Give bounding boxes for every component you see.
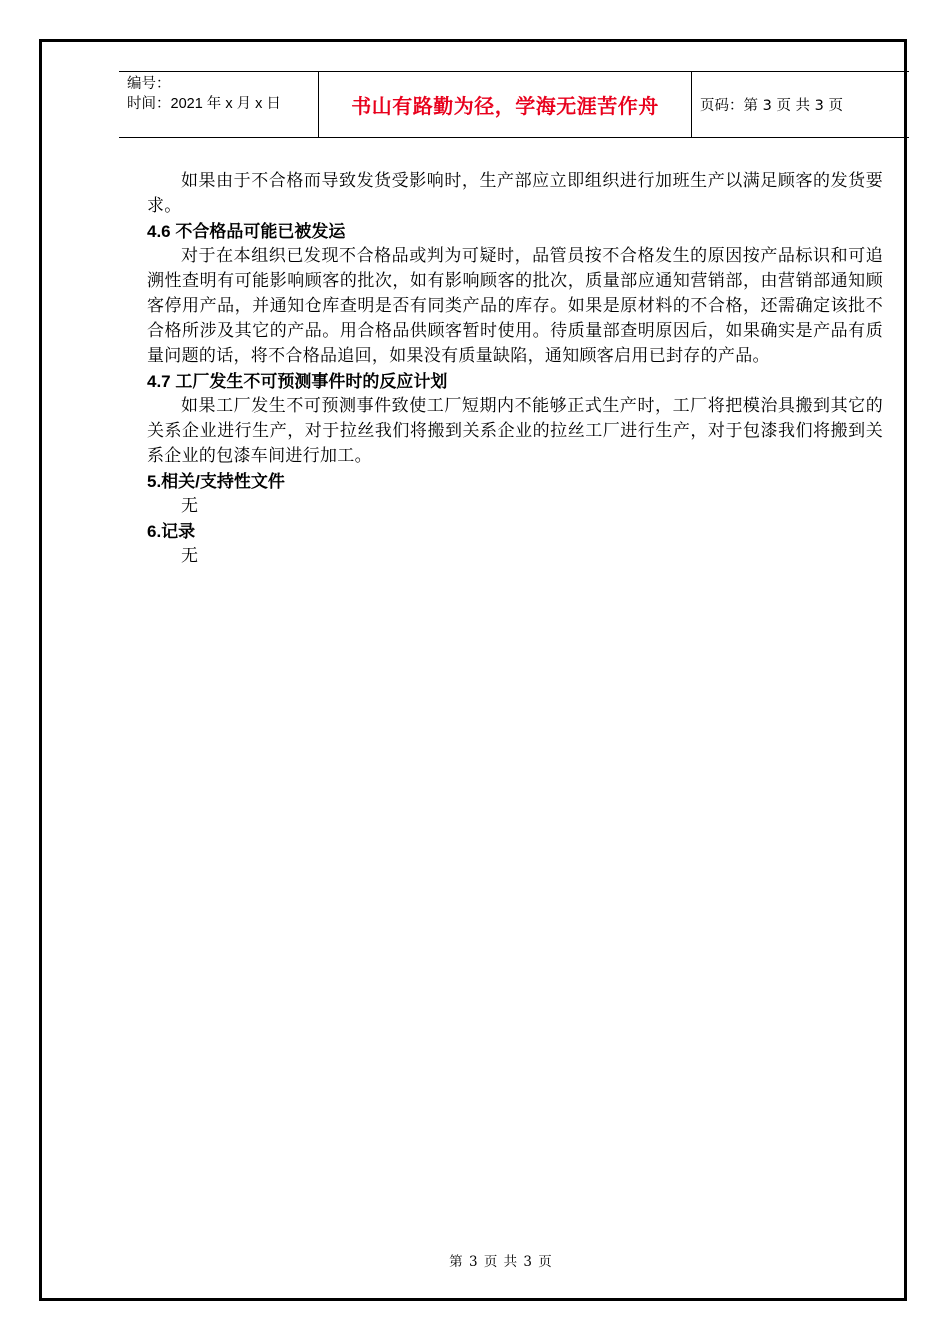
header-page-label: 页码：第 3 页 共 3 页 <box>700 98 843 114</box>
paragraph-4-6: 对于在本组织已发现不合格品或判为可疑时，品管员按不合格发生的原因按产品标识和可追溯性查明有可能影响顾客的批次，如有影响顾客的批次，质量部应通知营销部，由营销部通知顾客停用产品，并通知仓库查明是否有同类产品的库存。如果是原材料的不合格，还需确定该批不合格所涉及其它的产品。用合格品供顾客暂时使用。待质量部查明原因后，如果确实是产品有质量问题的话，将不合格品追回，如果没有质量缺陷，通知顾客启用已封存的产品。 <box>147 246 883 366</box>
header-motto: 书山有路勤为径，学海无涯苦作舟 <box>351 94 659 118</box>
paragraph-shipping: 如果由于不合格而导致发货受影响时，生产部应立即组织进行加班生产以满足顾客的发货要求。 <box>147 171 883 216</box>
section-heading-6: 6.记录 <box>147 522 196 541</box>
document-date-label: 时间：2021 年 x 月 x 日 <box>127 96 281 112</box>
header-table <box>119 71 909 138</box>
section-heading-4-6: 4.6 不合格品可能已被发运 <box>147 222 346 241</box>
paragraph-6: 无 <box>181 546 199 566</box>
page-frame <box>39 39 907 1301</box>
footer-page-number: 第 3 页 共 3 页 <box>449 1254 553 1270</box>
paragraph-4-7: 如果工厂发生不可预测事件致使工厂短期内不能够正式生产时，工厂将把模治具搬到其它的关系企业进行生产，对于拉丝我们将搬到关系企业的拉丝工厂进行生产，对于包漆我们将搬到关系企业的包漆车间进行加工。 <box>147 396 883 466</box>
header-info-cell <box>119 72 319 137</box>
document-number-label: 编号： <box>127 76 171 92</box>
header-motto-cell <box>319 72 692 137</box>
header-page-cell <box>692 72 909 137</box>
section-heading-5: 5.相关/支持性文件 <box>147 472 285 491</box>
page-footer <box>42 1250 910 1270</box>
section-heading-4-7: 4.7 工厂发生不可预测事件时的反应计划 <box>147 372 448 391</box>
document-body <box>147 169 883 569</box>
paragraph-5: 无 <box>181 496 199 516</box>
